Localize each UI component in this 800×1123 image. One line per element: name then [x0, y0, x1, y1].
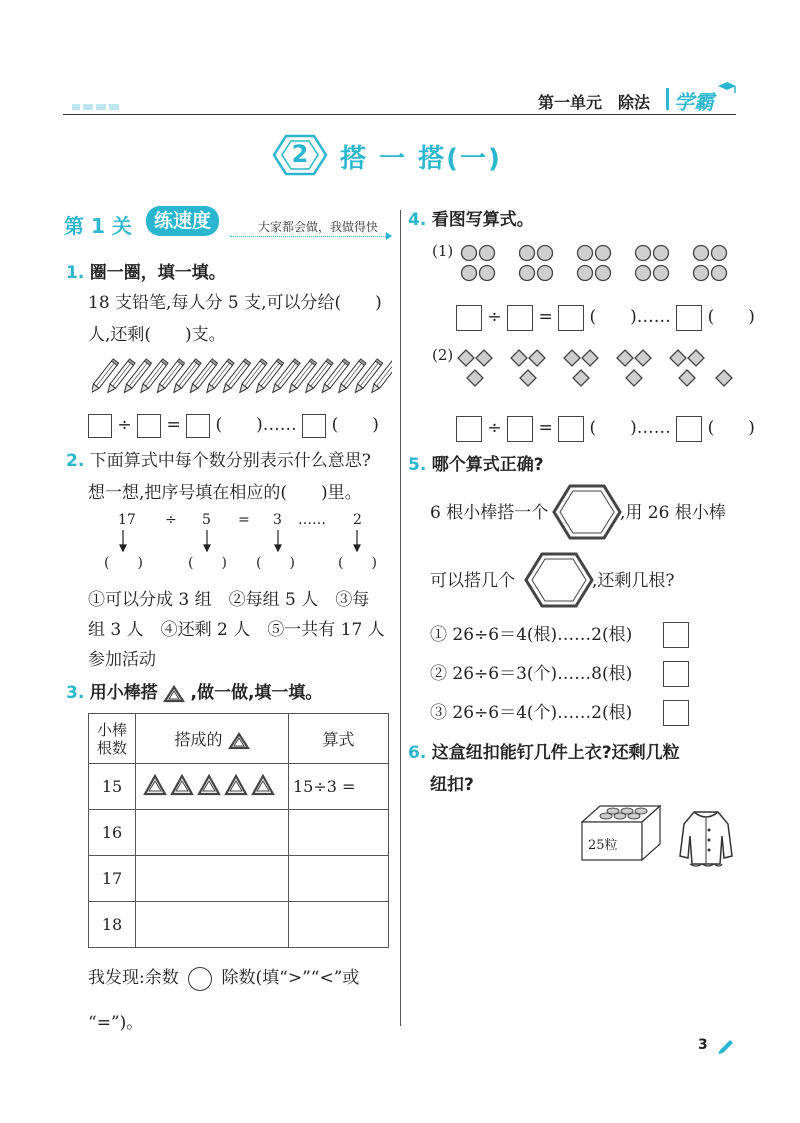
gray-circle [538, 266, 553, 281]
q1-unit-blank[interactable]: ( )…… [215, 415, 297, 435]
q4b-unit-blank[interactable]: ( )…… [589, 418, 671, 438]
table-cell-formula[interactable] [289, 810, 389, 856]
gray-circle [694, 266, 709, 281]
table-row [89, 764, 389, 810]
q1-formula [88, 410, 379, 440]
coat-icon [674, 806, 738, 868]
gray-diamond [635, 350, 651, 366]
gray-diamond [520, 370, 536, 386]
q2-blank-3[interactable]: ( ) [256, 555, 295, 571]
q4b-dividend-box[interactable] [456, 416, 482, 442]
q4a-remainder-box[interactable] [676, 305, 702, 331]
table-cell-formula[interactable] [289, 902, 389, 948]
divide-sign: ÷ [487, 418, 502, 438]
q4b-unit-blank-2[interactable]: ( ) [707, 418, 755, 438]
q4b-quotient-box[interactable] [558, 416, 584, 442]
gray-circle [596, 266, 611, 281]
expr-2: 2 [353, 512, 362, 528]
hexagon-sticks-icon [552, 482, 622, 542]
table-cell-sticks: 16 [89, 810, 136, 856]
q4-title: 看图写算式。 [431, 210, 534, 230]
equals-sign: = [538, 418, 553, 438]
gray-circle [712, 246, 727, 261]
q4-sub1: (1) [432, 242, 454, 260]
divide-sign: ÷ [487, 307, 502, 327]
equals-sign: = [538, 307, 553, 327]
triangle-sticks-icon [199, 776, 219, 794]
expr-divide: ÷ [165, 512, 177, 528]
table-cell-triangles[interactable] [136, 902, 289, 948]
expr-5: 5 [202, 512, 211, 528]
expr-ellipsis: …… [298, 512, 326, 528]
table-row [89, 856, 389, 902]
q1-divisor-box[interactable] [137, 414, 161, 438]
hexagon-sticks-icon [524, 550, 594, 610]
q6-number: 6. [408, 743, 427, 763]
table-cell-triangles [136, 764, 289, 810]
q4a-unit-blank[interactable]: ( )…… [589, 307, 671, 327]
stage-label: 第 1 关 [64, 214, 132, 238]
q2-options-2: 组 3 人 ④还剩 2 人 ⑤一共有 17 人 [88, 620, 385, 640]
q5-text-1a: 6 根小棒搭一个 [430, 503, 549, 523]
lesson-title: 搭 一 搭(一) [340, 144, 502, 174]
triangle-sticks-icon [228, 732, 250, 750]
q1-quotient-box[interactable] [186, 414, 210, 438]
gray-diamond [511, 350, 527, 366]
gray-diamond [573, 370, 589, 386]
q4-formula-1 [456, 302, 755, 332]
gray-circle [712, 266, 727, 281]
header-deco [72, 95, 119, 114]
speed-badge: 练速度 [146, 206, 219, 236]
page-number: 3 [698, 1037, 708, 1053]
gray-diamond [476, 350, 492, 366]
header-divider [666, 88, 669, 110]
table-cell-triangles[interactable] [136, 810, 289, 856]
q1-title: 圈一圈，填一填。 [89, 263, 226, 283]
q3-finding-a: 我发现:余数 [88, 968, 179, 988]
header-unit: 第一单元 [538, 93, 603, 112]
q4a-dividend-box[interactable] [456, 305, 482, 331]
pencils-illustration [92, 352, 392, 402]
gray-circle [636, 246, 651, 261]
table-cell-sticks: 17 [89, 856, 136, 902]
table-cell-formula[interactable]: 15÷3 = [289, 764, 389, 810]
q2-options-3: 参加活动 [88, 650, 156, 670]
q3-finding-c: “=”)。 [88, 1013, 144, 1033]
gray-diamond [626, 370, 642, 386]
gray-circle [520, 266, 535, 281]
triangle-sticks-icon [163, 685, 185, 703]
gray-circle [480, 266, 495, 281]
q5-option-1: ① 26÷6＝4(根)……2(根) [430, 625, 633, 645]
q1-unit-blank-2[interactable]: ( ) [331, 415, 379, 435]
gray-circle [578, 266, 593, 281]
lesson-number: 2 [291, 140, 309, 168]
q4-sub2: (2) [432, 346, 454, 364]
q4b-remainder-box[interactable] [676, 416, 702, 442]
q4-formula-2 [456, 413, 755, 443]
triangle-sticks-icon [253, 776, 273, 794]
header-brand: 学霸 [674, 90, 714, 114]
q5-text-2a: 可以搭几个 [430, 571, 515, 591]
graduation-cap-icon [716, 80, 738, 96]
gray-diamond [467, 370, 483, 386]
q3-number: 3. [66, 683, 85, 703]
q3-title-b: ,做一做,填一填。 [190, 683, 323, 703]
table-row [89, 902, 389, 948]
q5-check-box-1[interactable] [663, 622, 689, 648]
q2-diagram [104, 512, 380, 572]
down-arrows-icon [110, 528, 380, 554]
q5-option-2: ② 26÷6＝3(个)……8(根) [430, 664, 633, 684]
q1-text-1: 18 支铅笔,每人分 5 支,可以分给( ) [88, 293, 382, 313]
q1-dividend-box[interactable] [88, 414, 112, 438]
q4a-unit-blank-2[interactable]: ( ) [707, 307, 755, 327]
gray-diamond [688, 350, 704, 366]
q3-title-a: 用小棒搭 [89, 683, 158, 703]
table-cell-sticks: 15 [89, 764, 136, 810]
q2-number: 2. [66, 451, 85, 471]
gray-diamond [458, 350, 474, 366]
triangle-sticks-icon [145, 776, 165, 794]
expr-17: 17 [118, 512, 136, 528]
table-head-shape [136, 714, 289, 764]
gray-diamond [679, 370, 695, 386]
q2-options-1: ①可以分成 3 组 ②每组 5 人 ③每 [88, 590, 370, 610]
q2-blank-2[interactable]: ( ) [188, 555, 227, 571]
q4a-quotient-box[interactable] [558, 305, 584, 331]
gray-circle [654, 246, 669, 261]
q3-finding-b: 除数(填“>”“<”或 [221, 968, 360, 988]
header-topic: 除法 [618, 93, 651, 112]
q3-finding [88, 963, 359, 993]
divide-sign: ÷ [117, 415, 132, 435]
q5-number: 5. [408, 455, 427, 475]
gray-circle [462, 246, 477, 261]
circle-groups [460, 244, 730, 284]
table-head-shape-label: 搭成的 [174, 730, 223, 749]
q3-table [88, 713, 389, 948]
q6-text-2: 纽扣? [430, 775, 474, 795]
gray-circle [480, 246, 495, 261]
expr-equals: = [238, 512, 250, 528]
expr-3: 3 [273, 512, 282, 528]
gray-diamond [716, 370, 732, 386]
equals-sign: = [166, 415, 181, 435]
slogan: 大家都会做，我做得快 [258, 220, 379, 234]
q2-text-2: 想一想,把序号填在相应的( )里。 [88, 483, 362, 503]
gray-circle [636, 266, 651, 281]
pencil-icon [716, 1036, 736, 1054]
q2-blank-1[interactable]: ( ) [104, 555, 143, 571]
column-divider [400, 210, 401, 1026]
gray-circle [520, 246, 535, 261]
gray-circle [694, 246, 709, 261]
q4b-divisor-box[interactable] [507, 416, 533, 442]
button-box-icon [580, 800, 664, 864]
table-cell-triangles[interactable] [136, 856, 289, 902]
gray-diamond [529, 350, 545, 366]
slogan-underline [230, 236, 388, 237]
gray-circle [578, 246, 593, 261]
q5-option-3: ③ 26÷6＝4(个)……2(根) [430, 703, 633, 723]
q2-blank-4[interactable]: ( ) [338, 555, 377, 571]
gray-diamond [670, 350, 686, 366]
q6-text-1: 这盒纽扣能钉几件上衣?还剩几粒 [431, 743, 680, 763]
gray-circle [654, 266, 669, 281]
table-cell-formula[interactable] [289, 856, 389, 902]
slogan-arrow-icon [386, 232, 392, 240]
gray-diamond [582, 350, 598, 366]
q5-check-box-2[interactable] [663, 661, 689, 687]
q5-title: 哪个算式正确? [431, 455, 544, 475]
q5-text-1b: ,用 26 根小棒 [620, 503, 726, 523]
gray-circle [596, 246, 611, 261]
q1-number: 1. [66, 263, 85, 283]
diamond-groups [456, 348, 736, 396]
q1-remainder-box[interactable] [302, 414, 326, 438]
q4-number: 4. [408, 210, 427, 230]
header-rule [63, 114, 736, 115]
gray-diamond [564, 350, 580, 366]
q1-text-2: 人,还剩( )支。 [88, 325, 226, 345]
gray-diamond [617, 350, 633, 366]
five-triangles-icon [142, 773, 282, 797]
box-label: 25粒 [588, 838, 618, 853]
q5-text-2b: ,还剩几根? [592, 571, 675, 591]
triangle-sticks-icon [172, 776, 192, 794]
q4a-divisor-box[interactable] [507, 305, 533, 331]
q2-text-1: 下面算式中每个数分别表示什么意思? [89, 451, 371, 471]
gray-circle [462, 266, 477, 281]
triangle-sticks-icon [226, 776, 246, 794]
compare-circle[interactable] [188, 967, 212, 991]
q5-check-box-3[interactable] [663, 700, 689, 726]
table-row [89, 810, 389, 856]
table-cell-sticks: 18 [89, 902, 136, 948]
table-head-formula: 算式 [289, 714, 389, 764]
table-head-sticks: 小棒根数 [89, 714, 136, 764]
gray-circle [538, 246, 553, 261]
